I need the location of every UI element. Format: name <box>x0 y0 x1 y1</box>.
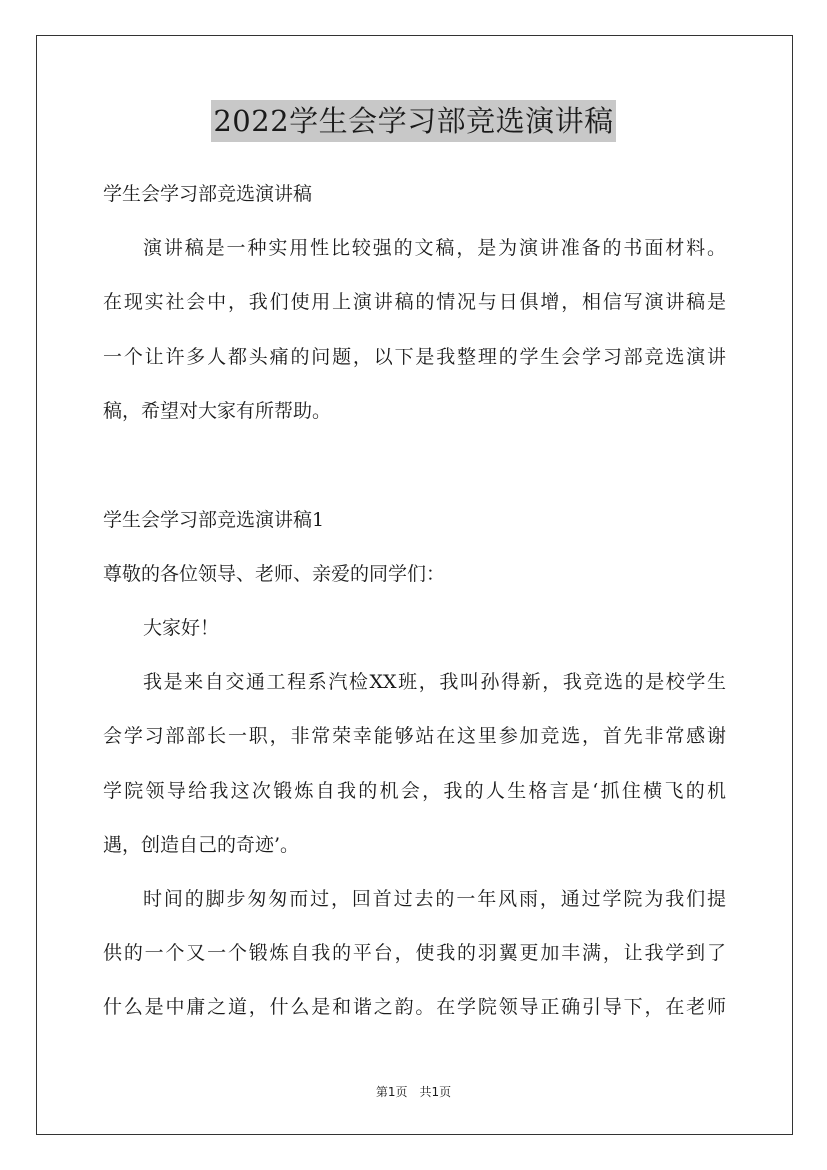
intro-line: 稿，希望对大家有所帮助。 <box>103 400 332 422</box>
title-block <box>0 100 827 142</box>
document-title: 2022学生会学习部竞选演讲稿 <box>211 100 615 142</box>
paragraph-line: 供的一个又一个锻炼自我的平台，使我的羽翼更加丰满，让我学到了 <box>103 942 726 964</box>
paragraph-line: 遇，创造自己的奇迹’。 <box>103 834 300 856</box>
document-subtitle: 学生会学习部竞选演讲稿 <box>103 183 313 205</box>
salutation: 尊敬的各位领导、老师、亲爱的同学们： <box>103 563 446 585</box>
greeting: 大家好！ <box>143 617 220 639</box>
intro-line: 在现实社会中，我们使用上演讲稿的情况与日俱增，相信写演讲稿是 <box>103 291 726 313</box>
paragraph-line: 时间的脚步匆匆而过，回首过去的一年风雨，通过学院为我们提 <box>143 888 726 910</box>
intro-line: 一个让许多人都头痛的问题，以下是我整理的学生会学习部竞选演讲 <box>103 346 726 368</box>
page-footer: 第1页 共1页 <box>375 1085 452 1099</box>
paragraph-line: 会学习部部长一职，非常荣幸能够站在这里参加竞选，首先非常感谢 <box>103 725 726 747</box>
paragraph-line: 什么是中庸之道，什么是和谐之韵。在学院领导正确引导下，在老师 <box>103 996 726 1018</box>
section-heading: 学生会学习部竞选演讲稿1 <box>103 509 325 531</box>
paragraph-line: 我是来自交通工程系汽检XX班，我叫孙得新，我竞选的是校学生 <box>143 671 726 693</box>
intro-line: 演讲稿是一种实用性比较强的文稿，是为演讲准备的书面材料。 <box>143 237 726 259</box>
paragraph-line: 学院领导给我这次锻炼自我的机会，我的人生格言是‘抓住横飞的机 <box>103 780 726 802</box>
